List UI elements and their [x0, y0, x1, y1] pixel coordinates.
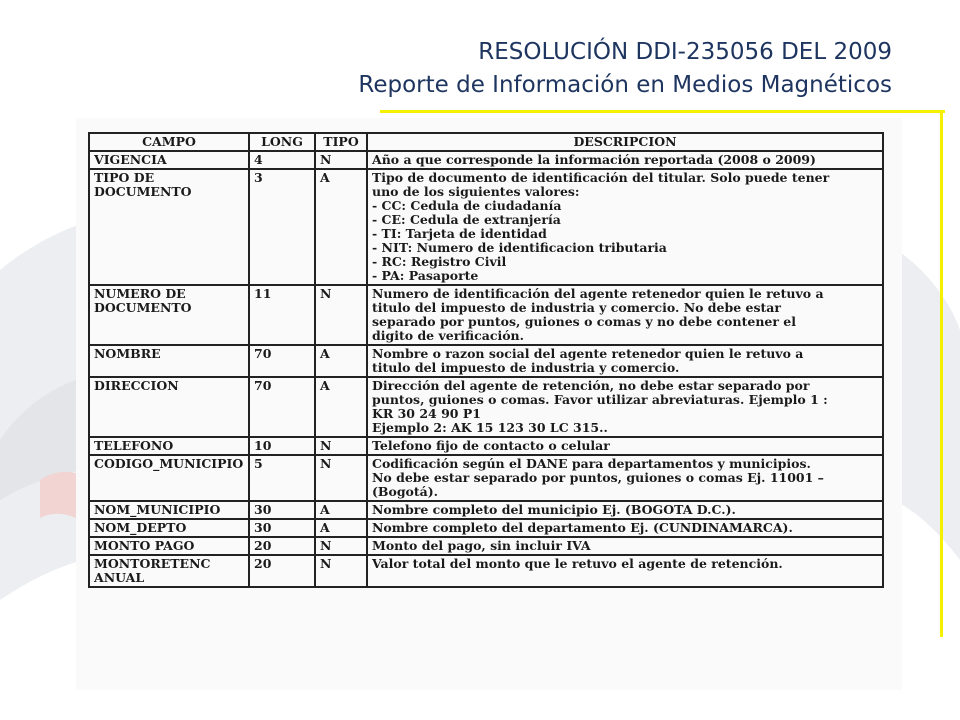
- table-row: [89, 455, 883, 501]
- descripcion-line: - PA: Pasaporte: [372, 268, 479, 283]
- tipo-cell: N: [315, 555, 367, 587]
- campo-cell: NUMERO DE DOCUMENTO: [89, 285, 249, 345]
- title-line-2: Reporte de Información en Medios Magnéticos: [358, 72, 892, 98]
- descripcion-line: KR 30 24 90 P1: [372, 406, 481, 421]
- descripcion-line: Monto del pago, sin incluir IVA: [372, 538, 591, 553]
- table-row: [89, 501, 883, 519]
- descripcion-line: - CE: Cedula de extranjería: [372, 212, 561, 227]
- table-row: [89, 437, 883, 455]
- descripcion-line: Nombre completo del municipio Ej. (BOGOTA D.C.).: [372, 502, 736, 517]
- scanned-document: [76, 118, 902, 690]
- long-cell: 5: [249, 455, 315, 501]
- header-long: LONG: [249, 133, 315, 151]
- long-cell: 70: [249, 345, 315, 377]
- descripcion-line: Tipo de documento de identificación del titular. Solo puede tener: [372, 170, 830, 185]
- descripcion-line: Valor total del monto que le retuvo el agente de retención.: [372, 556, 783, 571]
- descripcion-cell: [367, 151, 883, 169]
- table-row: [89, 151, 883, 169]
- table-row: [89, 537, 883, 555]
- descripcion-line: digito de verificación.: [372, 328, 524, 343]
- descripcion-cell: [367, 377, 883, 437]
- descripcion-line: - TI: Tarjeta de identidad: [372, 226, 547, 241]
- long-cell: 20: [249, 537, 315, 555]
- table-row: [89, 519, 883, 537]
- descripcion-line: titulo del impuesto de industria y comercio. No debe estar: [372, 300, 781, 315]
- descripcion-line: Numero de identificación del agente retenedor quien le retuvo a: [372, 286, 824, 301]
- campo-cell: NOM_DEPTO: [89, 519, 249, 537]
- title-line-1: RESOLUCIÓN DDI-235056 DEL 2009: [478, 39, 892, 65]
- descripcion-line: Codificación según el DANE para departamentos y municipios.: [372, 456, 811, 471]
- descripcion-line: Nombre o razon social del agente retenedor quien le retuvo a: [372, 346, 804, 361]
- campo-cell: MONTO PAGO: [89, 537, 249, 555]
- descripcion-line: Ejemplo 2: AK 15 123 30 LC 315..: [372, 420, 608, 435]
- tipo-cell: N: [315, 151, 367, 169]
- descripcion-line: - RC: Registro Civil: [372, 254, 507, 269]
- tipo-cell: A: [315, 501, 367, 519]
- tipo-cell: N: [315, 537, 367, 555]
- descripcion-line: (Bogotá).: [372, 484, 439, 499]
- descripcion-line: - NIT: Numero de identificacion tributaria: [372, 240, 667, 255]
- table-row: [89, 169, 883, 285]
- header-descripcion: DESCRIPCION: [367, 133, 883, 151]
- descripcion-line: - CC: Cedula de ciudadanía: [372, 198, 562, 213]
- header-tipo: TIPO: [315, 133, 367, 151]
- descripcion-cell: [367, 345, 883, 377]
- long-cell: 11: [249, 285, 315, 345]
- campo-cell: MONTORETENC ANUAL: [89, 555, 249, 587]
- tipo-cell: N: [315, 455, 367, 501]
- campo-cell: TIPO DE DOCUMENTO: [89, 169, 249, 285]
- long-cell: 20: [249, 555, 315, 587]
- campo-cell: VIGENCIA: [89, 151, 249, 169]
- descripcion-cell: [367, 555, 883, 587]
- accent-line-vertical: [940, 112, 943, 637]
- table-row: [89, 555, 883, 587]
- descripcion-line: Año a que corresponde la información reportada (2008 o 2009): [372, 152, 816, 167]
- tipo-cell: N: [315, 437, 367, 455]
- tipo-cell: A: [315, 519, 367, 537]
- descripcion-cell: [367, 519, 883, 537]
- campo-cell: NOMBRE: [89, 345, 249, 377]
- descripcion-cell: [367, 169, 883, 285]
- long-cell: 10: [249, 437, 315, 455]
- descripcion-cell: [367, 437, 883, 455]
- long-cell: 30: [249, 519, 315, 537]
- table-header-row: [89, 133, 883, 151]
- descripcion-line: separado por puntos, guiones o comas y no debe contener el: [372, 314, 796, 329]
- tipo-cell: N: [315, 285, 367, 345]
- tipo-cell: A: [315, 377, 367, 437]
- table-row: [89, 377, 883, 437]
- descripcion-cell: [367, 501, 883, 519]
- descripcion-line: uno de los siguientes valores:: [372, 184, 580, 199]
- tipo-cell: A: [315, 169, 367, 285]
- field-spec-table: [88, 132, 884, 588]
- descripcion-cell: [367, 537, 883, 555]
- descripcion-line: Telefono fijo de contacto o celular: [372, 438, 610, 453]
- table-row: [89, 345, 883, 377]
- campo-cell: DIRECCION: [89, 377, 249, 437]
- long-cell: 70: [249, 377, 315, 437]
- slide-title: [358, 36, 892, 102]
- table-body: [89, 151, 883, 587]
- header-campo: CAMPO: [89, 133, 249, 151]
- descripcion-line: puntos, guiones o comas. Favor utilizar abreviaturas. Ejemplo 1 :: [372, 392, 828, 407]
- tipo-cell: A: [315, 345, 367, 377]
- long-cell: 30: [249, 501, 315, 519]
- long-cell: 4: [249, 151, 315, 169]
- descripcion-cell: [367, 285, 883, 345]
- campo-cell: TELEFONO: [89, 437, 249, 455]
- descripcion-line: titulo del impuesto de industria y comercio.: [372, 360, 680, 375]
- table-row: [89, 285, 883, 345]
- campo-cell: NOM_MUNICIPIO: [89, 501, 249, 519]
- descripcion-line: Dirección del agente de retención, no debe estar separado por: [372, 378, 810, 393]
- descripcion-cell: [367, 455, 883, 501]
- accent-line-horizontal: [380, 110, 945, 113]
- campo-cell: CODIGO_MUNICIPIO: [89, 455, 249, 501]
- descripcion-line: Nombre completo del departamento Ej. (CUNDINAMARCA).: [372, 520, 793, 535]
- descripcion-line: No debe estar separado por puntos, guiones o comas Ej. 11001 –: [372, 470, 824, 485]
- long-cell: 3: [249, 169, 315, 285]
